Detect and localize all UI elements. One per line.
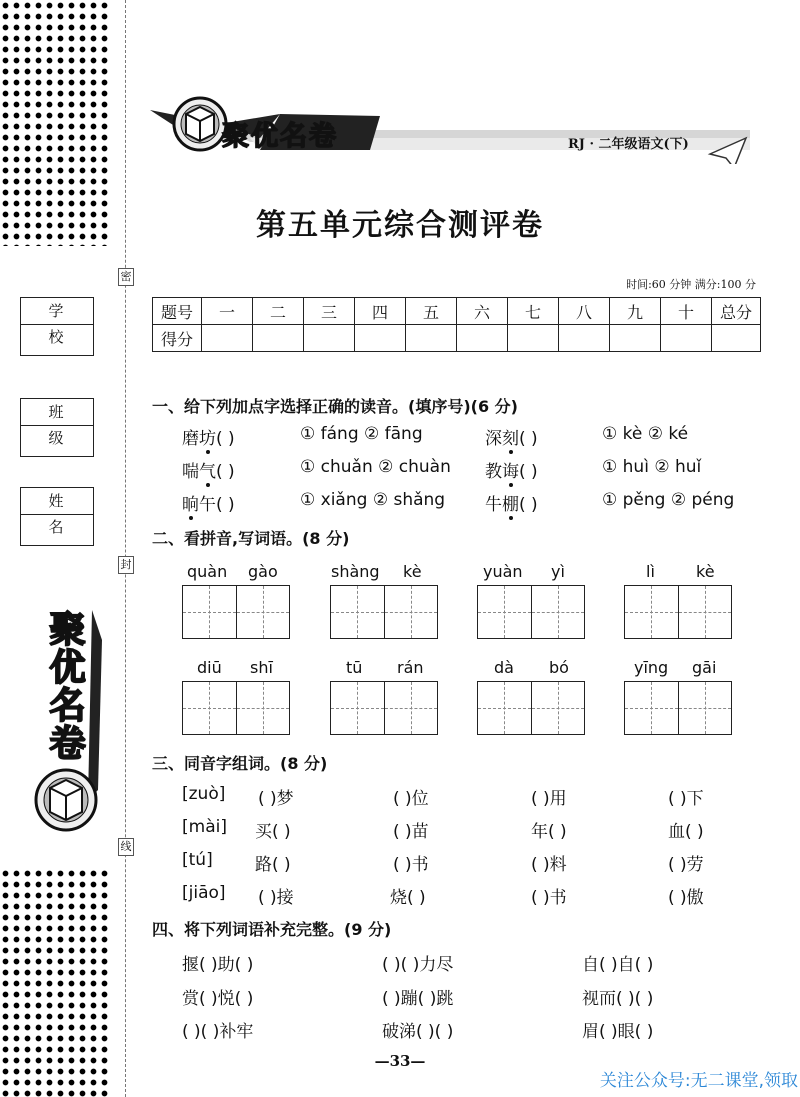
- q4-blank[interactable]: ( )蹦( )跳: [382, 989, 454, 1009]
- side-logo: [28, 600, 108, 850]
- score-input-cell[interactable]: [406, 325, 457, 352]
- page-number: —33—: [374, 1052, 426, 1070]
- q3-blank[interactable]: 买( ): [255, 822, 291, 842]
- score-input-cell[interactable]: [661, 325, 712, 352]
- header-logo-text: 聚优名卷: [222, 121, 338, 152]
- q1-dotted-char: 晌: [182, 490, 199, 515]
- q2-pinyin: yì: [551, 562, 565, 581]
- q4-blank[interactable]: 揠( )助( ): [182, 955, 254, 975]
- q2-writing-grid[interactable]: [330, 585, 438, 639]
- q3-blank[interactable]: ( )用: [531, 789, 567, 809]
- score-cell: 七: [508, 298, 559, 325]
- q1-item: [485, 490, 538, 515]
- q3-blank[interactable]: ( )书: [531, 888, 567, 908]
- school-label: 学 校: [21, 298, 93, 325]
- name-label: 姓 名: [21, 488, 93, 515]
- q2-pinyin: shī: [250, 658, 273, 677]
- q3-blank[interactable]: ( )书: [393, 855, 429, 875]
- q2-pinyin: lì: [646, 562, 655, 581]
- seal-mi: 密: [118, 268, 134, 286]
- q3-pinyin: [mài]: [182, 817, 227, 837]
- q2-writing-grid[interactable]: [477, 585, 585, 639]
- q1-options: ① fáng ② fāng: [300, 424, 423, 444]
- score-input-cell[interactable]: [559, 325, 610, 352]
- q1-char: 牛: [485, 495, 502, 515]
- score-input-cell[interactable]: [508, 325, 559, 352]
- q1-answer-paren[interactable]: ( ): [519, 462, 538, 482]
- q1-dotted-char: 气: [199, 457, 216, 482]
- q1-options: ① kè ② ké: [602, 424, 689, 444]
- q2-pinyin: yuàn: [483, 562, 523, 581]
- score-table: [152, 297, 761, 352]
- q3-blank[interactable]: ( )苗: [393, 822, 429, 842]
- q1-answer-paren[interactable]: ( ): [519, 429, 538, 449]
- q3-pinyin: [jiāo]: [182, 883, 226, 903]
- q3-blank[interactable]: ( )接: [258, 888, 294, 908]
- school-field: [20, 297, 94, 356]
- q1-answer-paren[interactable]: ( ): [216, 429, 235, 449]
- q1-dotted-char: 坊: [199, 424, 216, 449]
- q2-pinyin: tū: [346, 658, 363, 677]
- q2-pinyin: quàn: [187, 562, 228, 581]
- q1-options: ① huì ② huǐ: [602, 457, 702, 477]
- q2-writing-grid[interactable]: [330, 681, 438, 735]
- score-input-cell[interactable]: [355, 325, 406, 352]
- q2-writing-grid[interactable]: [182, 681, 290, 735]
- q1-item: [182, 490, 235, 515]
- q1-heading: 一、给下列加点字选择正确的读音。(填序号)(6 分): [152, 397, 518, 416]
- class-field: [20, 398, 94, 457]
- q1-answer-paren[interactable]: ( ): [519, 495, 538, 515]
- score-cell: 总分: [712, 298, 761, 325]
- q3-pinyin: [tú]: [182, 850, 213, 870]
- score-cell: 十: [661, 298, 712, 325]
- score-cell: 八: [559, 298, 610, 325]
- score-input-cell[interactable]: [712, 325, 761, 352]
- class-label: 班 级: [21, 399, 93, 426]
- q2-writing-grid[interactable]: [624, 681, 732, 735]
- q2-pinyin: gāi: [692, 658, 717, 677]
- q1-item: [182, 457, 235, 482]
- q1-dotted-char: 诲: [502, 457, 519, 482]
- side-logo-text: 聚优名卷: [44, 610, 85, 762]
- q3-blank[interactable]: ( )料: [531, 855, 567, 875]
- q2-writing-grid[interactable]: [182, 585, 290, 639]
- q3-blank[interactable]: ( )梦: [258, 789, 294, 809]
- q1-answer-paren[interactable]: ( ): [216, 462, 235, 482]
- score-cell: 题号: [153, 298, 202, 325]
- q4-blank[interactable]: 破涕( )( ): [382, 1022, 454, 1042]
- q2-writing-grid[interactable]: [477, 681, 585, 735]
- q1-options: ① pěng ② péng: [602, 490, 735, 510]
- q1-char: 喘: [182, 462, 199, 482]
- score-cell: 九: [610, 298, 661, 325]
- q1-char: 午: [199, 495, 216, 515]
- score-table-score-row: [153, 325, 761, 352]
- q2-pinyin: kè: [403, 562, 422, 581]
- q4-blank[interactable]: ( )( )力尽: [382, 955, 454, 975]
- q1-item: [182, 424, 235, 449]
- q2-pinyin: rán: [397, 658, 424, 677]
- q2-pinyin: kè: [696, 562, 715, 581]
- q3-blank[interactable]: 路( ): [255, 855, 291, 875]
- score-cell: 四: [355, 298, 406, 325]
- score-input-cell[interactable]: [202, 325, 253, 352]
- q4-blank[interactable]: 赏( )悦( ): [182, 989, 254, 1009]
- q4-blank[interactable]: ( )( )补牢: [182, 1022, 254, 1042]
- name-field: [20, 487, 94, 546]
- q1-dotted-char: 刻: [502, 424, 519, 449]
- score-cell: 三: [304, 298, 355, 325]
- q3-blank[interactable]: ( )傲: [668, 888, 704, 908]
- q3-blank[interactable]: 烧( ): [390, 888, 426, 908]
- q1-item: [485, 424, 538, 449]
- score-input-cell[interactable]: [457, 325, 508, 352]
- score-row-label: 得分: [153, 325, 202, 352]
- q4-blank[interactable]: 眉( )眼( ): [582, 1022, 654, 1042]
- header-band: [150, 94, 750, 164]
- score-input-cell[interactable]: [304, 325, 355, 352]
- score-cell: 一: [202, 298, 253, 325]
- q1-char: 深: [485, 429, 502, 449]
- q1-dotted-char: 棚: [502, 490, 519, 515]
- q2-pinyin: yīng: [634, 658, 669, 677]
- seal-xian: 线: [118, 838, 134, 856]
- q4-blank[interactable]: 自( )自( ): [582, 955, 654, 975]
- q1-options: ① chuǎn ② chuàn: [300, 457, 451, 477]
- score-cell: 二: [253, 298, 304, 325]
- q2-pinyin: bó: [549, 658, 569, 677]
- score-table-header-row: [153, 298, 761, 325]
- page-title: 第五单元综合测评卷: [256, 208, 544, 243]
- score-cell: 六: [457, 298, 508, 325]
- seal-feng: 封: [118, 556, 134, 574]
- q3-blank[interactable]: ( )位: [393, 789, 429, 809]
- watermark-text: 关注公众号:无二课堂,领取: [599, 1071, 798, 1091]
- q2-pinyin: shàng: [331, 562, 380, 581]
- q3-pinyin: [zuò]: [182, 784, 226, 804]
- q2-pinyin: diū: [197, 658, 222, 677]
- q1-item: [485, 457, 538, 482]
- q2-writing-grid[interactable]: [624, 585, 732, 639]
- subject-label: RJ · 二年级语文(下): [568, 137, 689, 152]
- q1-char: 磨: [182, 429, 199, 449]
- q2-pinyin: dà: [494, 658, 514, 677]
- q4-heading: 四、将下列词语补充完整。(9 分): [152, 920, 392, 939]
- q4-blank[interactable]: 视而( )( ): [582, 989, 654, 1009]
- q3-blank[interactable]: ( )劳: [668, 855, 704, 875]
- q1-answer-paren[interactable]: ( ): [216, 495, 235, 515]
- q2-pinyin: gào: [248, 562, 278, 581]
- q1-char: 教: [485, 462, 502, 482]
- score-cell: 五: [406, 298, 457, 325]
- q1-options: ① xiǎng ② shǎng: [300, 490, 446, 510]
- time-score-info: 时间:60 分钟 满分:100 分: [626, 278, 756, 291]
- q2-heading: 二、看拼音,写词语。(8 分): [152, 529, 350, 548]
- score-input-cell[interactable]: [253, 325, 304, 352]
- q3-blank[interactable]: 年( ): [531, 822, 567, 842]
- score-input-cell[interactable]: [610, 325, 661, 352]
- q3-blank[interactable]: ( )下: [668, 789, 704, 809]
- q3-heading: 三、同音字组词。(8 分): [152, 754, 328, 773]
- binding-cut-line: [125, 0, 126, 1097]
- q3-blank[interactable]: 血( ): [668, 822, 704, 842]
